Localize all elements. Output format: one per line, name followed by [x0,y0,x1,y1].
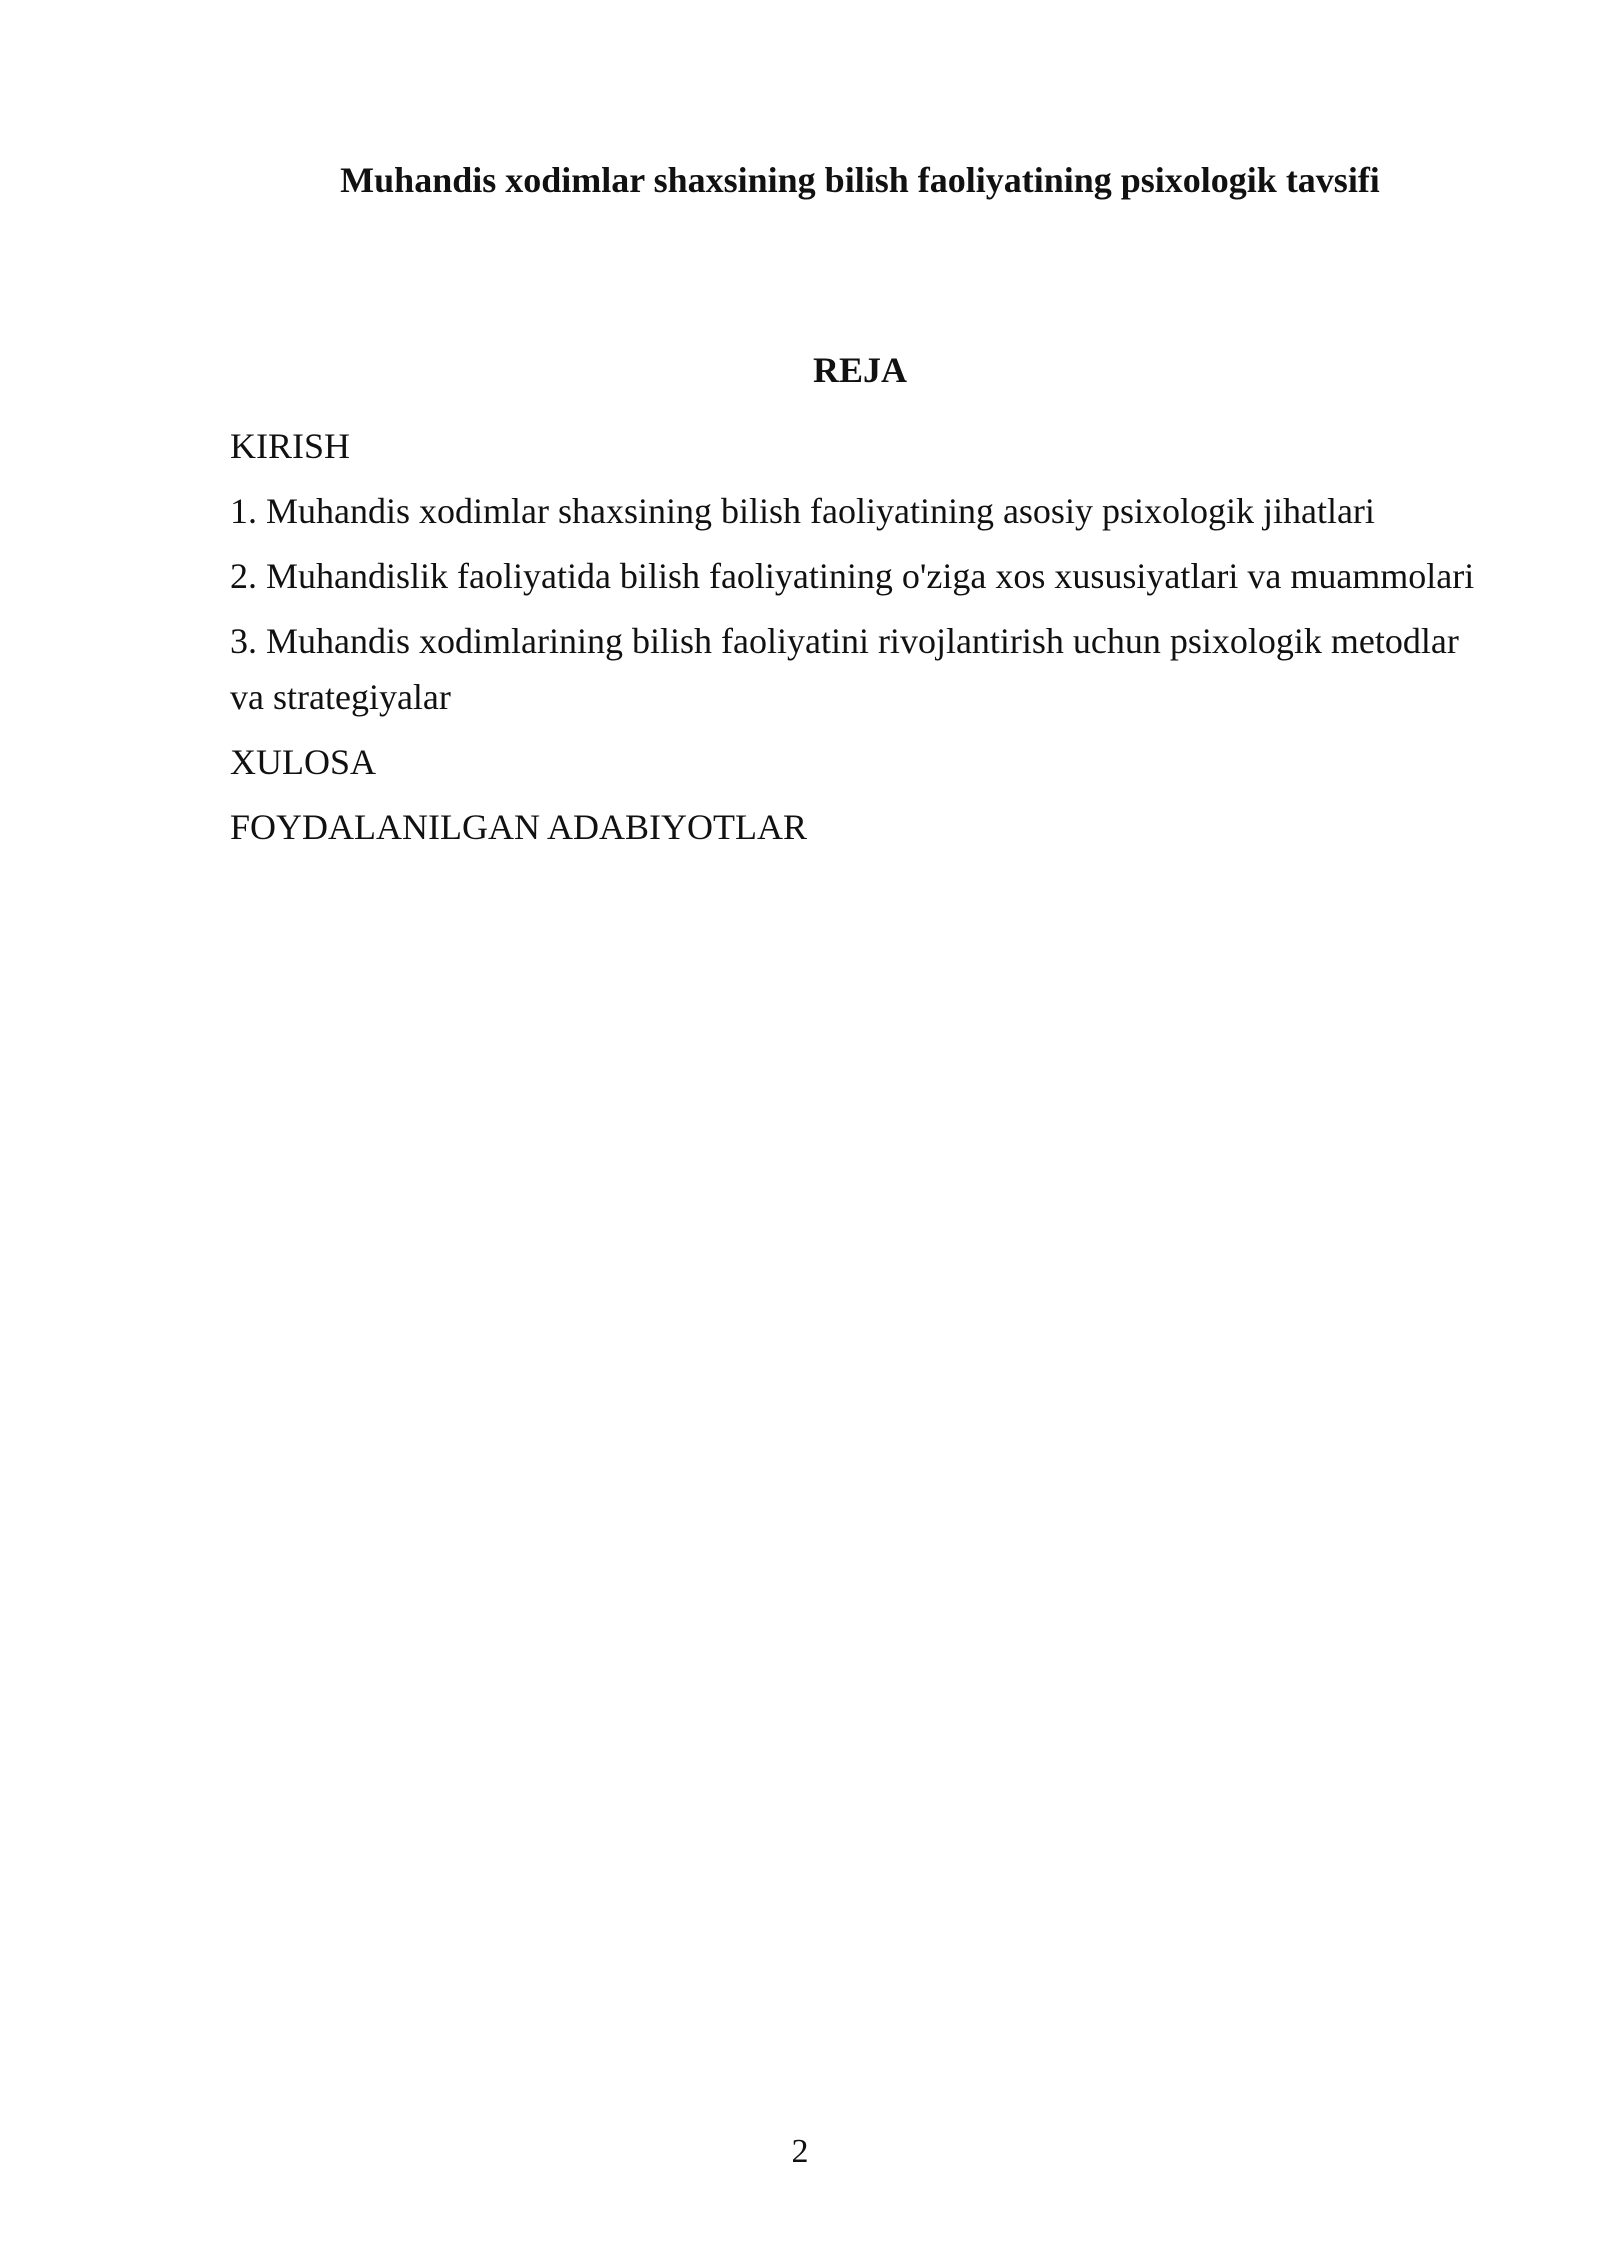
plan-item-1: 1. Muhandis xodimlar shaxsining bilish faoliyatining asosiy psixologik jihatlari [230,491,1375,531]
plan-heading: REJA [812,350,907,390]
plan-item-3: 3. Muhandis xodimlarining bilish faoliyatini rivojlantirish uchun psixologik metodlar va strategiyalar [230,621,1459,717]
plan-list [230,418,1490,864]
document-title: Muhandis xodimlar shaxsining bilish faoliyatining psixologik tavsifi [340,160,1380,200]
page-number: 2 [791,2133,809,2170]
plan-item-introduction: KIRISH [230,426,351,466]
plan-item-2: 2. Muhandislik faoliyatida bilish faoliyatining o'ziga xos xususiyatlari va muammolari [230,556,1475,596]
plan-item-conclusion: XULOSA [230,742,377,782]
plan-item-references: FOYDALANILGAN ADABIYOTLAR [230,807,807,847]
